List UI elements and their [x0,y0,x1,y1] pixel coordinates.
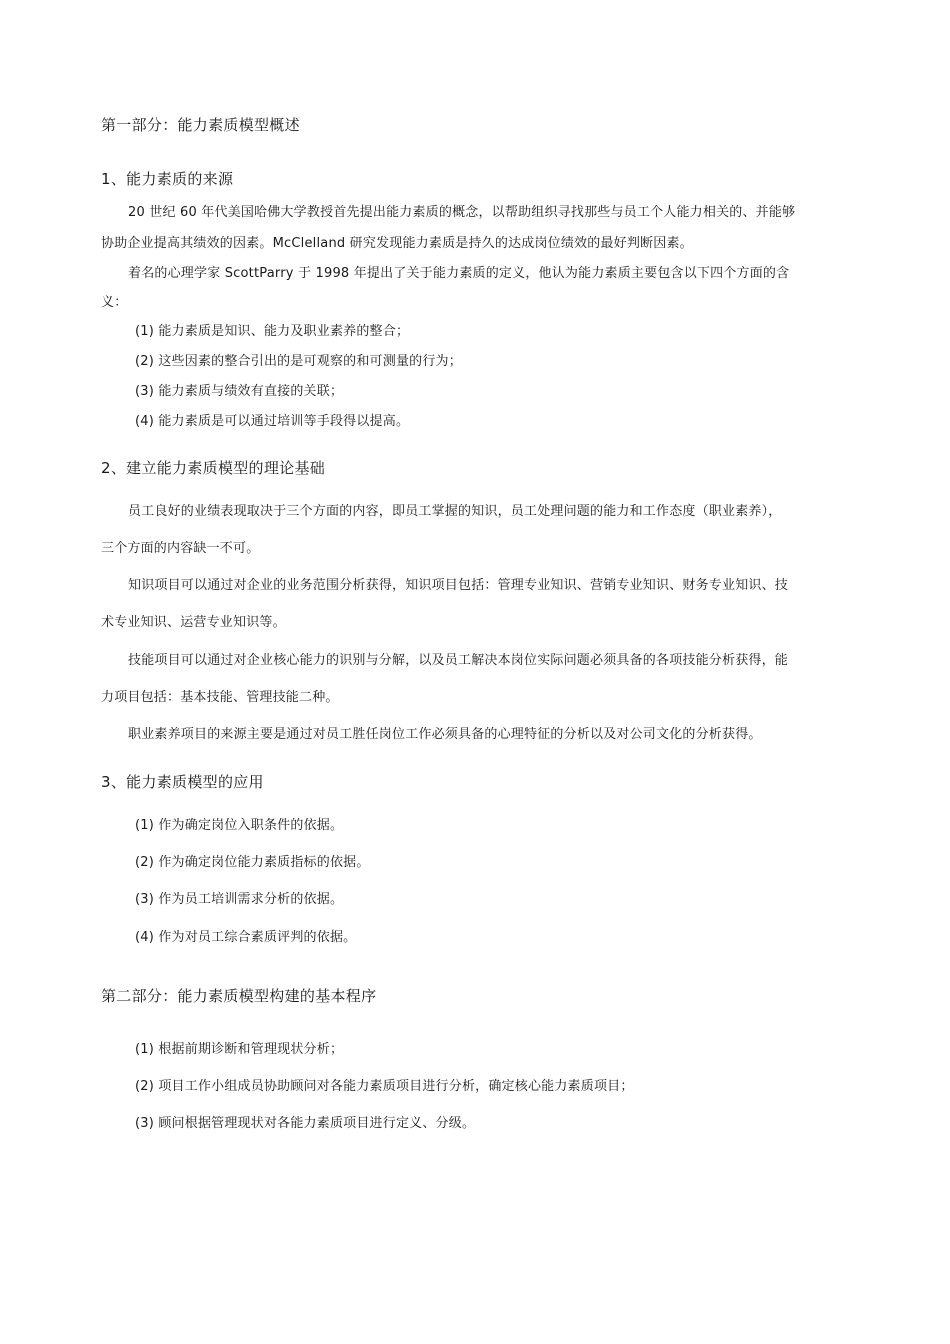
section3-list-item: (3) 作为员工培训需求分析的依据。 [135,892,344,907]
part2-list-item: (1) 根据前期诊断和管理现状分析； [135,1042,344,1057]
part2-list-item: (2) 项目工作小组成员协助顾问对各能力素质项目进行分析，确定核心能力素质项目； [135,1079,634,1094]
part2-title: 第二部分：能力素质模型构建的基本程序 [101,987,377,1005]
section2-paragraph3-line1: 技能项目可以通过对企业核心能力的识别与分解，以及员工解决本岗位实际问题必须具备的各项技能分析获得，能 [128,653,789,668]
section3-list-item: (1) 作为确定岗位入职条件的依据。 [135,818,344,833]
section2-paragraph4-line1: 职业素养项目的来源主要是通过对员工胜任岗位工作必须具备的心理特征的分析以及对公司文化的分析获得。 [128,727,762,742]
section1-paragraph1-line1: 20 世纪 60 年代美国哈佛大学教授首先提出能力素质的概念，以帮助组织寻找那些与员工个人能力相关的、并能够 [128,205,796,220]
section1-paragraph1-line2: 协助企业提高其绩效的因素。McClelland 研究发现能力素质是持久的达成岗位绩效的最好判断因素。 [101,236,693,251]
section1-list-item: (4) 能力素质是可以通过培训等手段得以提高。 [135,414,410,429]
section1-paragraph2-line2: 义： [101,295,128,310]
section3-list-item: (4) 作为对员工综合素质评判的依据。 [135,930,357,945]
section2-title: 2、建立能力素质模型的理论基础 [101,459,326,477]
part2-list-item: (3) 顾问根据管理现状对各能力素质项目进行定义、分级。 [135,1116,476,1131]
section1-list-item: (1) 能力素质是知识、能力及职业素养的整合； [135,324,410,339]
section3-title: 3、能力素质模型的应用 [101,773,264,791]
section1-title: 1、能力素质的来源 [101,170,234,188]
section1-paragraph2-line1: 着名的心理学家 ScottParry 于 1998 年提出了关于能力素质的定义，他认为能力素质主要包含以下四个方面的含 [128,266,790,281]
section2-paragraph1-line2: 三个方面的内容缺一不可。 [101,541,260,556]
section1-list-item: (3) 能力素质与绩效有直接的关联； [135,384,344,399]
section3-list-item: (2) 作为确定岗位能力素质指标的依据。 [135,855,370,870]
section2-paragraph1-line1: 员工良好的业绩表现取决于三个方面的内容，即员工掌握的知识，员工处理问题的能力和工作态度（职业素养）， [128,504,782,519]
section1-list-item: (2) 这些因素的整合引出的是可观察的和可测量的行为； [135,354,462,369]
part1-title: 第一部分：能力素质模型概述 [101,116,300,134]
section2-paragraph2-line1: 知识项目可以通过对企业的业务范围分析获得，知识项目包括：管理专业知识、营销专业知识、财务专业知识、技 [128,578,789,593]
section2-paragraph2-line2: 术专业知识、运营专业知识等。 [101,615,286,630]
section2-paragraph3-line2: 力项目包括：基本技能、管理技能二种。 [101,690,339,705]
